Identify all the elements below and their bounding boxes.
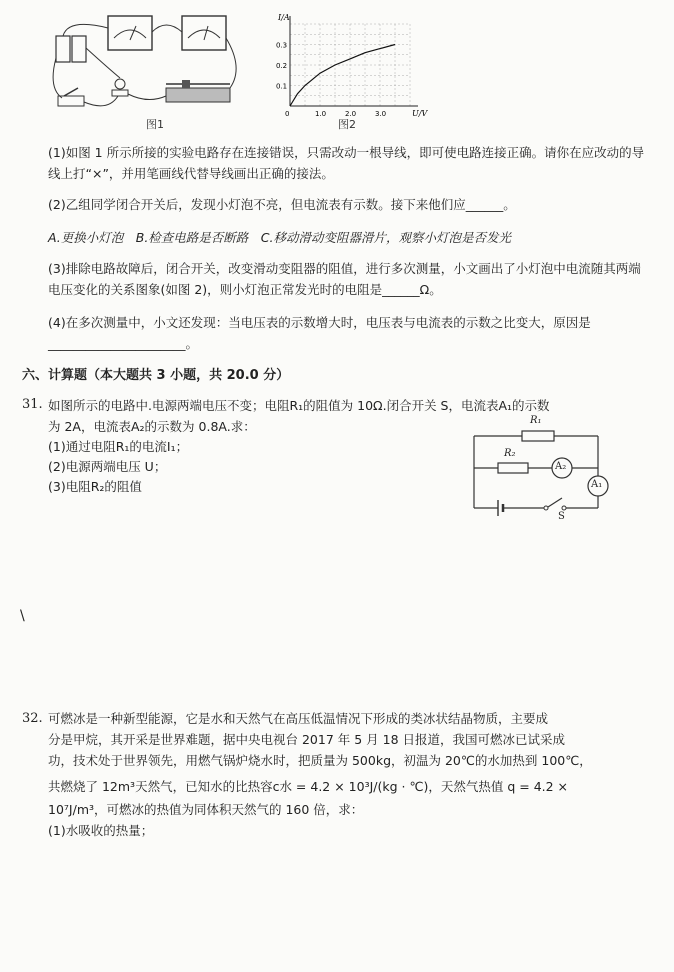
q31-sub3: (3)电阻R₂的阻值 — [48, 479, 142, 494]
q31-sub1: (1)通过电阻R₁的电流I₁； — [48, 439, 189, 454]
figure-1-caption: 图1 — [146, 118, 164, 131]
y-tick-label: 0.3 — [276, 41, 288, 50]
q31-text-line2: 为 2A，电流表A₂的示数为 0.8A.求： — [48, 419, 256, 434]
question-2: (2)乙组同学闭合开关后，发现小灯泡不亮，但电流表有示数。接下来他们应______。 — [48, 197, 516, 212]
question-4: (4)在多次测量中，小文还发现：当电压表的示数增大时，电压表与电流表的示数之比变大，原因是______________________。 — [48, 315, 591, 351]
q32-text-line1: 可燃冰是一种新型能源，它是水和天然气在高压低温情况下形成的类冰状结晶物质，主要成 — [48, 711, 549, 726]
y-axis-label: I/A — [278, 13, 290, 22]
q32-number: 32. — [22, 711, 43, 726]
question-1: (1)如图 1 所示所接的实验电路存在连接错误，只需改动一根导线，即可使电路连接正确。请你在应改动的导线上打“×”，并用笔画线代替导线画出正确的接法。 — [48, 145, 645, 181]
q32-text-line3: 功，技术处于世界领先，用燃气锅炉烧水时，把质量为 500kg，初温为 20℃的水加热到 100℃， — [48, 753, 592, 768]
y-tick-label: 0.1 — [276, 82, 288, 91]
x-axis-label: U/V — [412, 109, 428, 118]
q32-text-line2: 分是甲烷，其开采是世界难题，据中央电视台 2017 年 5 月 18 日报道，我国可燃冰已试采成 — [48, 732, 566, 747]
x-tick-label: 0 — [285, 110, 290, 118]
question-2-options: A.更换小灯泡 B.检查电路是否断路 C.移动滑动变阻器滑片，观察小灯泡是否发光 — [48, 230, 512, 245]
q31-number: 31. — [22, 397, 43, 412]
figure-1-drawing — [48, 8, 248, 132]
q31-circuit-drawing — [466, 418, 626, 522]
y-tick-label: 0.2 — [276, 62, 288, 70]
figure-2-graph — [268, 12, 428, 120]
figure-1 — [48, 8, 248, 132]
question-3: (3)排除电路故障后，闭合开关，改变滑动变阻器的阻值，进行多次测量，小文画出了小灯泡中电流随其两端电压变化的关系图象(如图 2)，则小灯泡正常发光时的电阻是______Ω。 — [48, 261, 641, 297]
q31-text-line1: 如图所示的电路中.电源两端电压不变；电阻R₁的阻值为 10Ω.闭合开关 S，电流表A₁的示数 — [48, 398, 550, 413]
q31-sub2: (2)电源两端电压 U； — [48, 459, 167, 474]
q32-sub1: (1)水吸收的热量； — [48, 823, 154, 838]
circuit-label-a1: A₁ — [591, 479, 603, 490]
section-heading: 六、计算题（本大题共 3 小题，共 20.0 分） — [22, 368, 290, 383]
x-tick-label: 2.0 — [345, 110, 357, 118]
figure-2-caption: 图2 — [338, 118, 356, 131]
graph-svg — [268, 12, 428, 120]
circuit-label-r1: R₁ — [530, 415, 542, 426]
q31-circuit — [466, 415, 626, 522]
stray-mark: \ — [20, 608, 25, 624]
x-tick-label: 3.0 — [375, 110, 387, 118]
circuit-label-r2: R₂ — [504, 448, 516, 459]
q32-text-line4: 共燃烧了 12m³天然气，已知水的比热容c水 = 4.2 × 10³J/(kg · ℃)，天然气热值 q = 4.2 × — [48, 779, 569, 794]
circuit-label-s: S — [558, 511, 565, 522]
q32-text-line5: 10⁷J/m³，可燃冰的热值为同体积天然气的 160 倍，求： — [48, 802, 364, 817]
circuit-label-a2: A₂ — [555, 461, 567, 472]
x-tick-label: 1.0 — [315, 110, 327, 118]
